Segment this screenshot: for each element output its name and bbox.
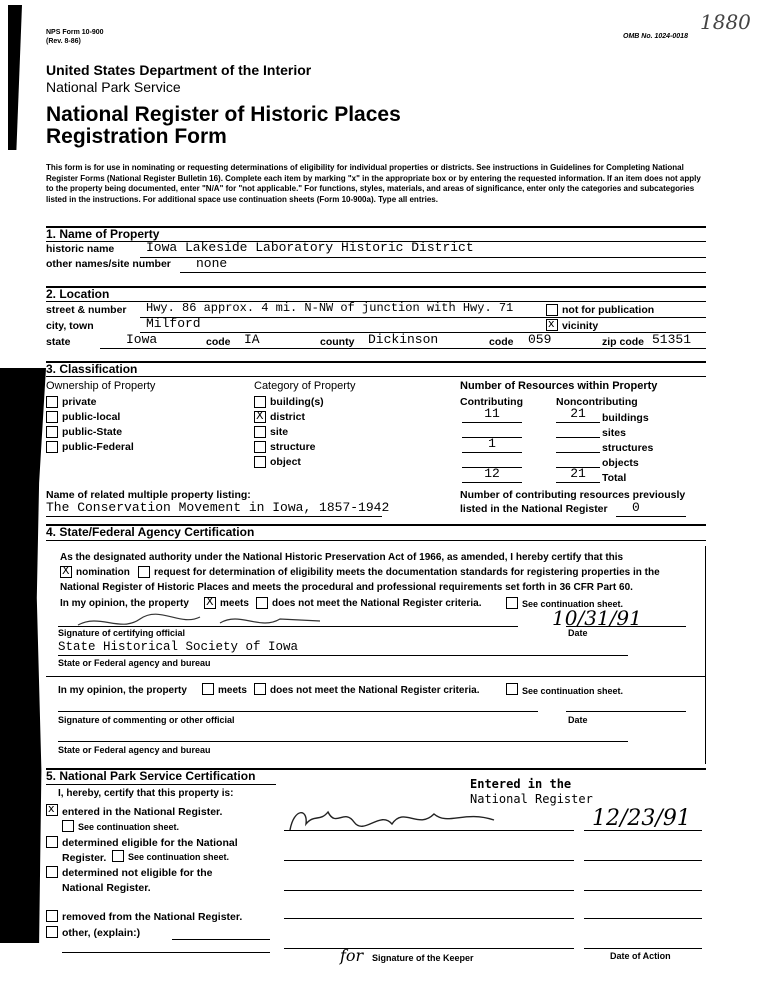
removed-checkbox[interactable] xyxy=(46,910,58,922)
meets2-checkbox[interactable] xyxy=(202,683,214,695)
buildings-noncontributing: 21 xyxy=(570,406,586,421)
s2-heading: 2. Location xyxy=(46,287,110,301)
sig-line-1 xyxy=(58,626,518,627)
keeper-line-5 xyxy=(284,948,574,949)
continuation-checkbox-2[interactable] xyxy=(506,683,518,695)
street-line xyxy=(140,317,706,318)
action-date-label: Date of Action xyxy=(610,951,671,961)
meets-check-mark: X xyxy=(206,595,214,608)
s1-heading: 1. Name of Property xyxy=(46,227,160,241)
form-subtitle: Registration Form xyxy=(46,125,227,148)
keeper-line-1 xyxy=(284,830,574,831)
buildings-n-line xyxy=(556,422,600,423)
continuation-label-1: See continuation sheet. xyxy=(522,599,624,609)
total-c-line xyxy=(462,482,522,483)
ownership-public-federal-label: public-Federal xyxy=(62,441,134,453)
zip-value: 51351 xyxy=(652,332,692,347)
see-cont-checkbox-2[interactable] xyxy=(112,850,124,862)
agency-label-2: State or Federal agency and bureau xyxy=(58,745,211,755)
continuation-label-2: See continuation sheet. xyxy=(522,686,624,696)
instructions: This form is for use in nominating or requesting determinations of eligibility for individual properties or districts. See instructions in Guidelines for Completing National Register Forms (National Register Bulletin 16). Complete each item by marking "x" in the appropriate box or by entering the requested information. If an item does not apply to the property being documented, enter "N/A" for "not applicable." For functions, styles, materials, and areas of significance, enter only the categories and subcategories listed in the instructions. For additional space use continuation sheets (Form 10-900a). Type all entries. xyxy=(46,163,701,204)
agency-value: State Historical Society of Iowa xyxy=(58,640,299,654)
other-checkbox[interactable] xyxy=(46,926,58,938)
date-line-k4 xyxy=(584,918,702,919)
sig-label-2: Signature of commenting or other official xyxy=(58,715,235,725)
meets2-label: meets xyxy=(218,685,247,696)
total-n-line xyxy=(556,482,600,483)
entered-label: entered in the National Register. xyxy=(62,806,223,818)
ownership-public-state-checkbox[interactable] xyxy=(46,426,58,438)
not-for-publication-checkbox[interactable] xyxy=(546,304,558,316)
sig-line-2 xyxy=(58,711,538,712)
agency-line-1 xyxy=(58,655,628,656)
s3-head-rule xyxy=(46,376,706,377)
zip-label: zip code xyxy=(602,336,645,348)
street-value: Hwy. 86 approx. 4 mi. N-NW of junction with Hwy. 71 xyxy=(146,301,514,315)
district-check-mark: X xyxy=(256,409,264,422)
other-line-2 xyxy=(62,952,270,953)
historic-name-value: Iowa Lakeside Laboratory Historic District xyxy=(146,240,474,255)
eligible-label-1: determined eligible for the National xyxy=(62,837,238,849)
stamp-line-2: National Register xyxy=(470,792,593,806)
other-names-value: none xyxy=(196,256,228,271)
state-value: Iowa xyxy=(126,332,158,347)
category-building-checkbox[interactable] xyxy=(254,396,266,408)
see-cont-label-1: See continuation sheet. xyxy=(78,822,180,832)
date-label-2: Date xyxy=(568,715,588,725)
structures-n-line xyxy=(556,452,600,453)
category-building-label: building(s) xyxy=(270,396,324,408)
agency-label-1: State or Federal agency and bureau xyxy=(58,658,211,668)
eligible-checkbox[interactable] xyxy=(46,836,58,848)
ownership-public-local-label: public-local xyxy=(62,411,121,423)
not-eligible-label-2: National Register. xyxy=(62,882,151,894)
removed-label: removed from the National Register. xyxy=(62,911,243,923)
date-line-1 xyxy=(566,626,686,627)
category-structure-checkbox[interactable] xyxy=(254,441,266,453)
vicinity-label: vicinity xyxy=(562,320,599,332)
continuation-checkbox-1[interactable] xyxy=(506,597,518,609)
scan-edge-bottom xyxy=(0,368,46,943)
keeper-signature xyxy=(284,800,504,840)
request-checkbox[interactable] xyxy=(138,566,150,578)
structures-contributing: 1 xyxy=(488,436,496,451)
category-object-label: object xyxy=(270,456,301,468)
category-district-label: district xyxy=(270,411,306,423)
nomination-check-mark: X xyxy=(62,564,70,577)
eligible-label-2: Register. xyxy=(62,852,107,864)
not-for-publication-label: not for publication xyxy=(562,304,655,316)
sites-label: sites xyxy=(602,427,626,439)
total-noncontributing: 21 xyxy=(570,466,586,481)
contributing-heading: Contributing xyxy=(460,396,523,408)
state-line xyxy=(100,348,706,349)
does-not-meet2-label: does not meet the National Register criteria. xyxy=(270,685,480,696)
other-names-line xyxy=(180,272,706,273)
opinion-label: In my opinion, the property xyxy=(60,598,189,609)
s4-mid-rule xyxy=(46,676,706,677)
previously-listed-label-1: Number of contributing resources previously xyxy=(460,489,686,501)
does-not-meet2-checkbox[interactable] xyxy=(254,683,266,695)
multiple-property-label: Name of related multiple property listing: xyxy=(46,489,251,501)
ownership-public-state-label: public-State xyxy=(62,426,123,438)
sig-label-1: Signature of certifying official xyxy=(58,628,186,638)
ownership-private-checkbox[interactable] xyxy=(46,396,58,408)
omb-number: OMB No. 1024-0018 xyxy=(623,33,688,40)
category-object-checkbox[interactable] xyxy=(254,456,266,468)
previously-listed-value: 0 xyxy=(632,500,640,515)
certifying-date: 10/31/91 xyxy=(552,606,642,630)
other-label: other, (explain:) xyxy=(62,927,141,939)
service: National Park Service xyxy=(46,79,181,95)
other-names-label: other names/site number xyxy=(46,258,171,270)
noncontributing-heading: Noncontributing xyxy=(556,396,638,408)
not-eligible-label-1: determined not eligible for the xyxy=(62,867,213,879)
multiple-property-line xyxy=(46,516,382,517)
date-line-2 xyxy=(566,711,686,712)
s4-head-rule xyxy=(46,540,706,541)
state-label: state xyxy=(46,336,71,348)
s5-heading: 5. National Park Service Certification xyxy=(46,769,256,783)
s3-heading: 3. Classification xyxy=(46,362,138,376)
category-heading: Category of Property xyxy=(254,380,356,392)
category-structure-label: structure xyxy=(270,441,316,453)
ownership-private-label: private xyxy=(62,396,97,408)
date-line-k5 xyxy=(584,948,702,949)
category-site-label: site xyxy=(270,426,289,438)
date-line-k1 xyxy=(584,830,702,831)
multiple-property-value: The Conservation Movement in Iowa, 1857-1942 xyxy=(46,500,390,515)
county-code-value: 059 xyxy=(528,332,552,347)
other-line-1 xyxy=(172,939,270,940)
s4-heading: 4. State/Federal Agency Certification xyxy=(46,525,255,539)
city-label: city, town xyxy=(46,320,94,332)
sites-n-line xyxy=(556,437,600,438)
buildings-contributing: 11 xyxy=(484,406,500,421)
date-line-k3 xyxy=(584,890,702,891)
agency-line-2 xyxy=(58,741,628,742)
s5-head-rule xyxy=(46,784,276,785)
cert-line-3: National Register of Historic Places and meets the procedural and professional requirements set forth in 36 CFR Part 60. xyxy=(60,582,633,593)
ownership-heading: Ownership of Property xyxy=(46,380,156,392)
objects-label: objects xyxy=(602,457,639,469)
buildings-label: buildings xyxy=(602,412,649,424)
ownership-public-local-checkbox[interactable] xyxy=(46,411,58,423)
request-label: request for determination of eligibility meets the documentation standards for registering properties in the xyxy=(154,567,660,578)
see-cont-label-2: See continuation sheet. xyxy=(128,852,230,862)
stamp-line-1: Entered in the xyxy=(470,777,572,791)
state-code-label: code xyxy=(206,336,231,348)
keeper-line-3 xyxy=(284,890,574,891)
nps-intro: I, hereby, certify that this property is: xyxy=(58,788,234,799)
s3-top-rule xyxy=(46,361,706,363)
form-revision: (Rev. 8-86) xyxy=(46,38,81,45)
total-label: Total xyxy=(602,472,627,484)
form-number: NPS Form 10-900 xyxy=(46,29,104,36)
previously-listed-line xyxy=(616,516,686,517)
city-value: Milford xyxy=(146,316,201,331)
action-date-value: 12/23/91 xyxy=(592,806,691,831)
resources-heading: Number of Resources within Property xyxy=(460,380,658,392)
department: United States Department of the Interior xyxy=(46,62,312,78)
nomination-label: nomination xyxy=(76,567,130,578)
meets-label: meets xyxy=(220,598,249,609)
total-contributing: 12 xyxy=(484,466,500,481)
county-code-label: code xyxy=(489,336,514,348)
keeper-label: Signature of the Keeper xyxy=(372,953,474,963)
structures-c-line xyxy=(462,452,522,453)
cert-line-1: As the designated authority under the National Historic Preservation Act of 1966, as amended, I hereby certify that this xyxy=(60,552,624,563)
category-site-checkbox[interactable] xyxy=(254,426,266,438)
previously-listed-label-2: listed in the National Register xyxy=(460,503,608,515)
keeper-line-2 xyxy=(284,860,574,861)
county-label: county xyxy=(320,336,355,348)
historic-name-label: historic name xyxy=(46,243,115,255)
date-line-k2 xyxy=(584,860,702,861)
ownership-public-federal-checkbox[interactable] xyxy=(46,441,58,453)
see-cont-checkbox-1[interactable] xyxy=(62,820,74,832)
s2-top-rule xyxy=(46,286,706,288)
entered-check-mark: x xyxy=(48,802,55,815)
does-not-meet-label: does not meet the National Register criteria. xyxy=(272,598,482,609)
buildings-c-line xyxy=(462,422,522,423)
for-note: for xyxy=(340,946,364,965)
street-label: street & number xyxy=(46,304,127,316)
corner-note: 1880 xyxy=(700,10,751,34)
vicinity-check-mark: x xyxy=(548,317,555,330)
county-value: Dickinson xyxy=(368,332,439,347)
structures-label: structures xyxy=(602,442,654,454)
form-title: National Register of Historic Places xyxy=(46,103,401,126)
not-eligible-checkbox[interactable] xyxy=(46,866,58,878)
keeper-line-4 xyxy=(284,918,574,919)
state-code-value: IA xyxy=(244,332,260,347)
date-label-1: Date xyxy=(568,628,588,638)
scan-edge-top xyxy=(8,5,22,150)
opinion2-label: In my opinion, the property xyxy=(58,685,187,696)
